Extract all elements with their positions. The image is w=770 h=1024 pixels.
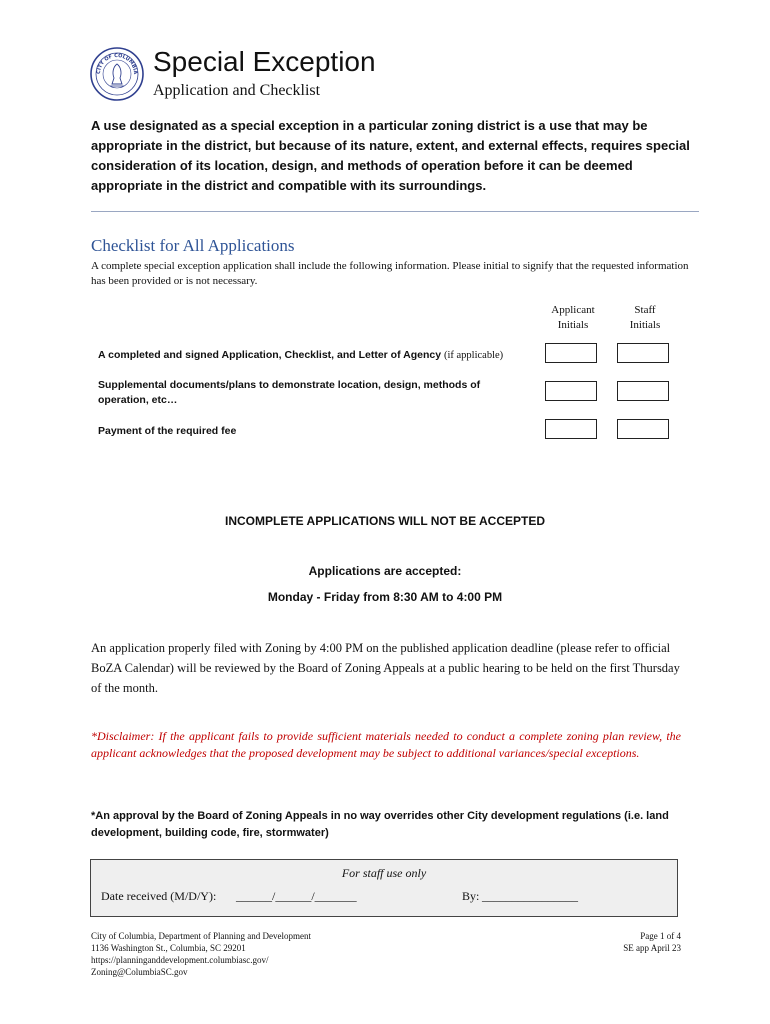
- footer-website-link[interactable]: https://planninganddevelopment.columbiasc.gov/: [91, 955, 269, 965]
- incomplete-notice: INCOMPLETE APPLICATIONS WILL NOT BE ACCEPTED: [224, 514, 545, 528]
- checklist-heading: Checklist for All Applications: [91, 236, 295, 255]
- staff-initials-input-1[interactable]: [617, 343, 669, 363]
- page-title: Special Exception: [153, 46, 376, 77]
- checklist-item-fee: Payment of the required fee: [98, 425, 237, 437]
- received-by-label: By:: [462, 889, 480, 903]
- footer-contact: [91, 930, 311, 978]
- staff-initials-header: Staff Initials: [629, 304, 661, 331]
- footer-department: City of Columbia, Department of Planning and Development: [91, 931, 311, 941]
- staff-initials-input-3[interactable]: [617, 419, 669, 439]
- svg-text:CITY OF COLUMBIA SC: CITY OF COLUMBIA: [95, 52, 139, 75]
- footer-address: 1136 Washington St., Columbia, SC 29201: [91, 943, 246, 953]
- document-version: SE app April 23: [623, 943, 681, 953]
- staff-initials-input-2[interactable]: [617, 381, 669, 401]
- applicant-initials-header: Applicant Initials: [551, 304, 595, 331]
- page-number: Page 1 of 4: [640, 931, 681, 941]
- applicant-initials-input-3[interactable]: [545, 419, 597, 439]
- footer-email-link[interactable]: Zoning@ColumbiaSC.gov: [91, 967, 188, 977]
- page-subtitle: Application and Checklist: [153, 82, 321, 99]
- staff-use-title: For staff use only: [341, 866, 427, 880]
- footer-page-info: [560, 930, 681, 954]
- applicant-initials-input-1[interactable]: [545, 343, 597, 363]
- approval-note: *An approval by the Board of Zoning Appeals in no way overrides other City development regulations (i.e. land development, building code, fire, stormwater): [91, 810, 669, 839]
- accepted-notice: Applications are accepted:: [308, 564, 462, 578]
- section-divider: [91, 211, 699, 212]
- office-hours: Monday - Friday from 8:30 AM to 4:00 PM: [267, 590, 503, 604]
- deadline-paragraph: An application properly filed with Zoning by 4:00 PM on the published application deadline (please refer to official BoZA Calendar) will be reviewed by the Board of Zoning Appeals at a public hearing to be held on the first Thursday of the month.: [91, 641, 680, 695]
- date-received-field[interactable]: ______/______/_______: [236, 889, 357, 903]
- disclaimer-text: *Disclaimer: If the applicant fails to provide sufficient materials needed to conduct a complete zoning plan review, the applicant acknowledges that the proposed development may be subject to additional variances/special exceptions.: [91, 729, 681, 760]
- received-by-field[interactable]: ________________: [482, 889, 578, 903]
- checklist-description: A complete special exception application shall include the following information. Please initial to signify that the requested information has been provided or is not necessary.: [91, 260, 689, 287]
- city-seal-icon: [90, 47, 144, 101]
- checklist-item-application: A completed and signed Application, Checklist, and Letter of Agency (if applicable): [98, 349, 504, 361]
- checklist-item-supplemental: Supplemental documents/plans to demonstrate location, design, methods of operation, etc…: [98, 379, 481, 406]
- intro-paragraph: A use designated as a special exception in a particular zoning district is a use that may be appropriate in the district, but because of its nature, extent, and external effects, requires special consideration of its location, design, and methods of operation before it can be deemed appropriate in the district and compatible with its surroundings.: [91, 118, 690, 193]
- applicant-initials-input-2[interactable]: [545, 381, 597, 401]
- date-received-label: Date received (M/D/Y):: [101, 889, 217, 903]
